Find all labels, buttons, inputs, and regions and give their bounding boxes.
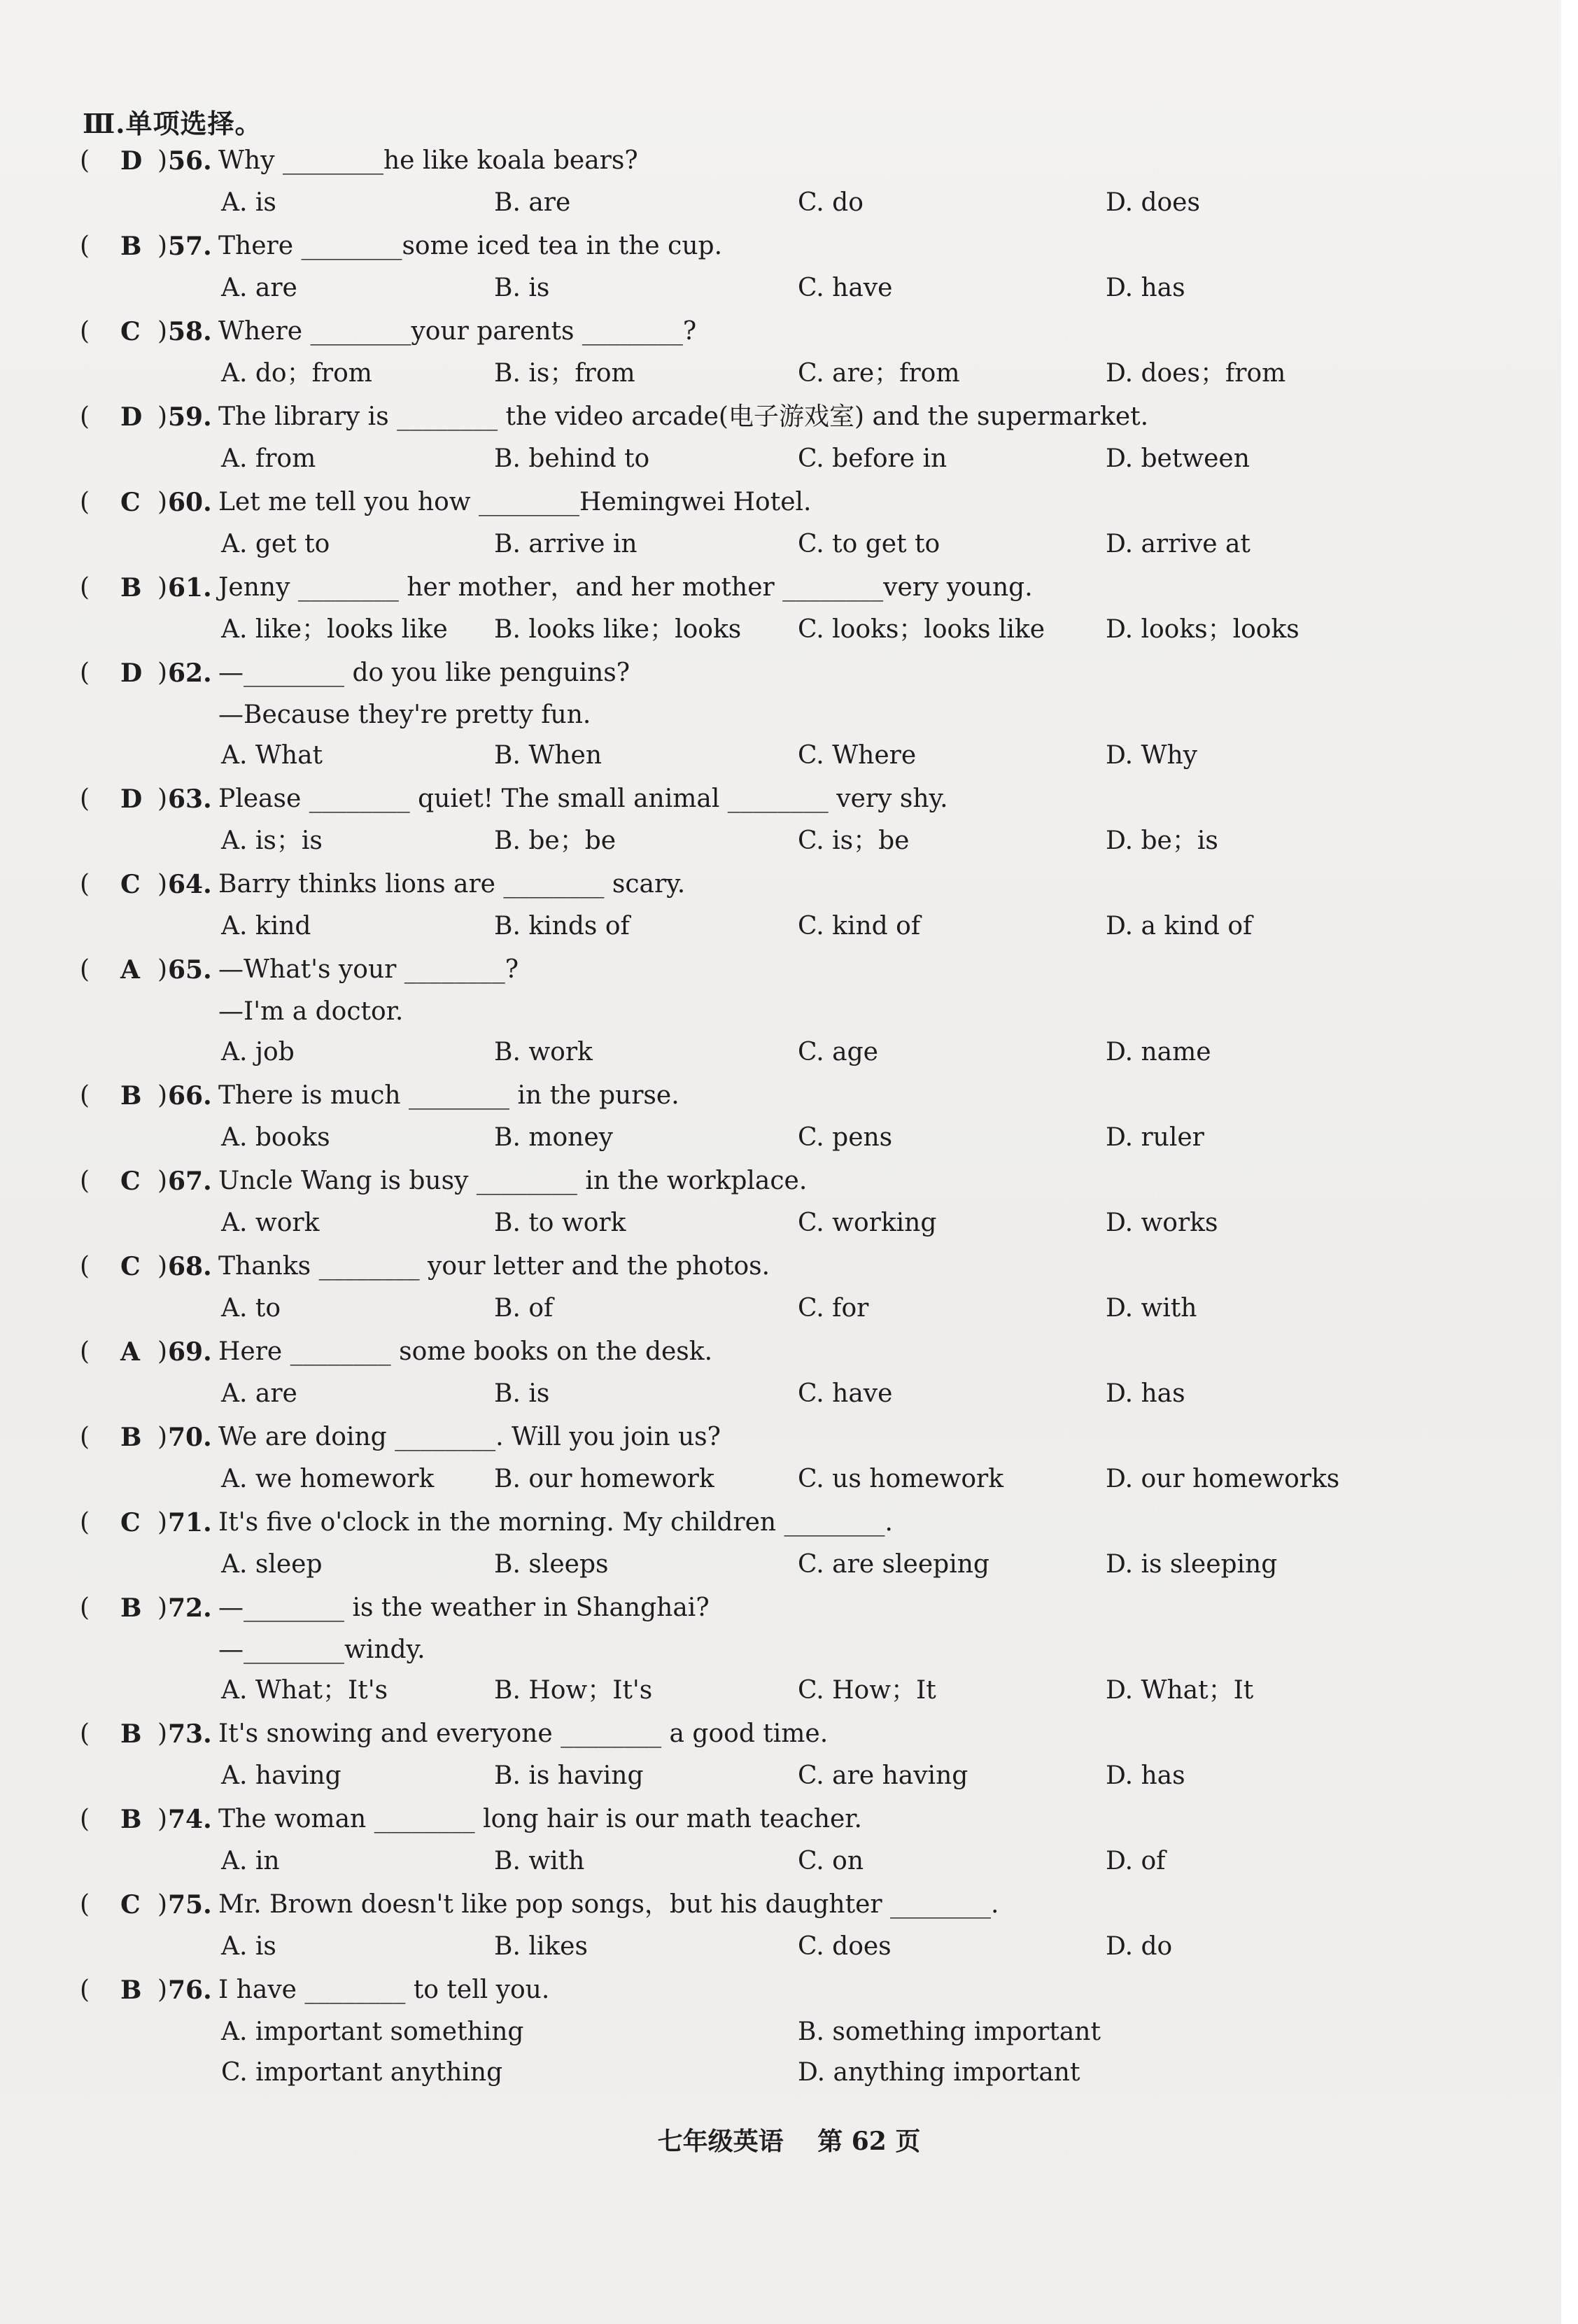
question-stem-line <box>70 1246 1512 1288</box>
options-row <box>70 267 1512 311</box>
answer-letter: B <box>120 1976 142 2005</box>
options-row <box>70 1288 1512 1331</box>
answer-paren-left: ( <box>80 1719 90 1748</box>
option-a: A. get to <box>221 530 330 558</box>
options-row <box>70 1544 1512 1587</box>
question-item <box>70 140 1512 225</box>
answer-paren-right: ) <box>157 1508 168 1537</box>
question-stem-line <box>70 481 1512 523</box>
question-stem: The library is ________ the video arcade(电子游戏室) and the supermarket. <box>218 402 1149 431</box>
options-row <box>70 1202 1512 1246</box>
option-d: D. arrive at <box>1106 530 1251 558</box>
question-stem: Thanks ________ your letter and the photos. <box>218 1252 770 1281</box>
option-b: B. is <box>494 274 550 302</box>
footer-page-number: 第 62 页 <box>817 2127 921 2156</box>
answer-letter: D <box>120 146 143 176</box>
question-stem-line <box>70 652 1512 694</box>
options-row <box>70 1458 1512 1502</box>
option-a: A. do；from <box>221 359 372 388</box>
answer-paren-right: ) <box>157 146 168 175</box>
answer-paren-left: ( <box>80 1805 90 1833</box>
options-row <box>70 609 1512 652</box>
answer-paren-left: ( <box>80 1890 90 1919</box>
option-b: B. money <box>494 1123 613 1152</box>
question-item <box>70 778 1512 864</box>
option-d: D. anything important <box>798 2058 1080 2087</box>
option-d: D. be；is <box>1106 826 1218 855</box>
option-c: C. on <box>798 1847 864 1875</box>
option-d: D. does <box>1106 188 1200 217</box>
page-edge <box>1561 0 1578 2324</box>
answer-paren-left: ( <box>80 488 90 516</box>
question-item <box>70 1502 1512 1587</box>
question-stem-line <box>70 1331 1512 1373</box>
option-b: B. is <box>494 1379 550 1408</box>
answer-letter: C <box>120 870 141 899</box>
question-stem-line <box>70 140 1512 182</box>
answer-letter: B <box>120 1593 142 1623</box>
question-item <box>70 1884 1512 1969</box>
option-c: C. pens <box>798 1123 893 1152</box>
answer-paren-right: ) <box>157 488 168 516</box>
options-row <box>70 1373 1512 1416</box>
page-footer <box>0 2122 1578 2157</box>
question-number: 68. <box>168 1252 212 1281</box>
question-number: 65. <box>168 955 212 985</box>
options-row <box>70 1926 1512 1969</box>
answer-paren-left: ( <box>80 402 90 431</box>
answer-paren-right: ) <box>157 1976 168 2004</box>
answer-paren-right: ) <box>157 1423 168 1451</box>
answer-paren-left: ( <box>80 1508 90 1537</box>
question-continuation: —I'm a doctor. <box>218 997 404 1026</box>
question-stem: Where ________your parents ________? <box>218 317 697 346</box>
answer-letter: B <box>120 573 142 603</box>
option-b: B. When <box>494 741 603 770</box>
answer-paren-left: ( <box>80 1337 90 1366</box>
answer-paren-left: ( <box>80 870 90 899</box>
option-d: D. name <box>1106 1038 1211 1066</box>
option-a: A. important something <box>221 2017 524 2046</box>
option-c: C. us homework <box>798 1465 1004 1493</box>
option-c: C. important anything <box>221 2058 503 2087</box>
question-stem: Let me tell you how ________Hemingwei Hotel. <box>218 488 812 516</box>
option-c: C. are；from <box>798 359 960 388</box>
question-item <box>70 1798 1512 1884</box>
option-c: C. age <box>798 1038 878 1066</box>
answer-letter: C <box>120 1252 141 1281</box>
option-d: D. works <box>1106 1209 1218 1237</box>
options-row <box>70 2011 1512 2052</box>
option-b: B. How；It's <box>494 1676 653 1705</box>
option-d: D. between <box>1106 444 1250 473</box>
answer-paren-left: ( <box>80 232 90 260</box>
answer-letter: C <box>120 1508 141 1537</box>
options-row <box>70 1031 1512 1075</box>
option-d: D. does；from <box>1106 359 1286 388</box>
options-row <box>70 820 1512 864</box>
question-item <box>70 1075 1512 1160</box>
question-item <box>70 396 1512 481</box>
question-continuation: —Because they're pretty fun. <box>218 700 591 729</box>
answer-paren-left: ( <box>80 1423 90 1451</box>
question-continuation-line <box>70 991 1512 1031</box>
question-stem-line <box>70 1713 1512 1755</box>
question-item <box>70 1331 1512 1416</box>
option-a: A. in <box>221 1847 280 1875</box>
option-c: C. have <box>798 1379 893 1408</box>
answer-paren-right: ) <box>157 1167 168 1195</box>
option-a: A. books <box>221 1123 330 1152</box>
answer-letter: C <box>120 1890 141 1920</box>
question-item <box>70 1713 1512 1798</box>
footer-subject: 七年级英语 <box>657 2127 784 2156</box>
option-a: A. are <box>221 1379 297 1408</box>
option-b: B. is having <box>494 1761 644 1790</box>
option-a: A. are <box>221 274 297 302</box>
option-a: A. What <box>221 741 323 770</box>
question-stem: —What's your ________? <box>218 955 519 984</box>
option-b: B. work <box>494 1038 593 1066</box>
answer-paren-right: ) <box>157 870 168 899</box>
question-stem: I have ________ to tell you. <box>218 1976 550 2004</box>
question-stem-line <box>70 1884 1512 1926</box>
answer-paren-right: ) <box>157 402 168 431</box>
option-d: D. has <box>1106 274 1185 302</box>
option-b: B. of <box>494 1294 554 1323</box>
option-a: A. from <box>221 444 316 473</box>
question-item <box>70 1416 1512 1502</box>
option-d: D. has <box>1106 1379 1185 1408</box>
question-number: 59. <box>168 402 212 432</box>
options-row <box>70 2052 1512 2092</box>
question-item <box>70 652 1512 778</box>
question-stem: There ________some iced tea in the cup. <box>218 232 723 260</box>
question-number: 66. <box>168 1081 212 1111</box>
option-a: A. we homework <box>221 1465 435 1493</box>
answer-paren-right: ) <box>157 232 168 260</box>
question-stem: Please ________ quiet! The small animal ________ very shy. <box>218 784 948 813</box>
option-a: A. is；is <box>221 826 323 855</box>
question-stem: Here ________ some books on the desk. <box>218 1337 713 1366</box>
question-stem: —________ do you like penguins? <box>218 659 631 687</box>
answer-letter: B <box>120 1805 142 1834</box>
answer-letter: B <box>120 232 142 261</box>
option-b: B. our homework <box>494 1465 714 1493</box>
question-number: 58. <box>168 317 212 346</box>
question-number: 60. <box>168 488 212 517</box>
answer-letter: C <box>120 1167 141 1196</box>
answer-letter: D <box>120 402 143 432</box>
answer-paren-left: ( <box>80 1252 90 1281</box>
option-c: C. How；It <box>798 1676 936 1705</box>
option-c: C. working <box>798 1209 937 1237</box>
option-b: B. kinds of <box>494 912 630 941</box>
answer-paren-right: ) <box>157 659 168 687</box>
answer-paren-left: ( <box>80 1081 90 1110</box>
option-d: D. ruler <box>1106 1123 1204 1152</box>
options-row <box>70 1755 1512 1798</box>
answer-paren-left: ( <box>80 955 90 984</box>
question-number: 56. <box>168 146 212 176</box>
option-d: D. of <box>1106 1847 1166 1875</box>
answer-paren-left: ( <box>80 573 90 602</box>
question-stem-line <box>70 1798 1512 1840</box>
question-stem-line <box>70 1502 1512 1544</box>
option-b: B. behind to <box>494 444 650 473</box>
answer-paren-right: ) <box>157 1719 168 1748</box>
question-number: 63. <box>168 784 212 814</box>
answer-paren-left: ( <box>80 659 90 687</box>
answer-paren-right: ) <box>157 1252 168 1281</box>
answer-paren-left: ( <box>80 146 90 175</box>
question-stem-line <box>70 1160 1512 1202</box>
answer-paren-right: ) <box>157 784 168 813</box>
options-row <box>70 353 1512 396</box>
option-a: A. job <box>221 1038 295 1066</box>
option-c: C. kind of <box>798 912 921 941</box>
option-a: A. to <box>221 1294 281 1323</box>
option-c: C. is；be <box>798 826 910 855</box>
option-b: B. looks like；looks <box>494 615 742 644</box>
question-stem-line <box>70 1587 1512 1629</box>
question-list <box>70 140 1512 2092</box>
answer-paren-right: ) <box>157 317 168 346</box>
question-stem: It's five o'clock in the morning. My children ________. <box>218 1508 893 1537</box>
question-stem-line <box>70 949 1512 991</box>
question-number: 72. <box>168 1593 212 1623</box>
question-stem: Jenny ________ her mother，and her mother ________very young. <box>218 573 1033 602</box>
question-item <box>70 949 1512 1075</box>
answer-letter: D <box>120 659 143 688</box>
option-c: C. do <box>798 188 864 217</box>
question-number: 76. <box>168 1976 212 2005</box>
section-title: Ⅲ.单项选择。 <box>83 108 262 139</box>
question-stem: Barry thinks lions are ________ scary. <box>218 870 686 899</box>
option-d: D. our homeworks <box>1106 1465 1340 1493</box>
question-item <box>70 1160 1512 1246</box>
answer-paren-left: ( <box>80 317 90 346</box>
answer-letter: B <box>120 1719 142 1749</box>
question-stem-line <box>70 1075 1512 1117</box>
options-row <box>70 1840 1512 1884</box>
question-stem: The woman ________ long hair is our math teacher. <box>218 1805 863 1833</box>
option-b: B. likes <box>494 1932 588 1961</box>
answer-letter: B <box>120 1423 142 1452</box>
answer-letter: D <box>120 784 143 814</box>
answer-paren-right: ) <box>157 1593 168 1622</box>
option-a: A. like；looks like <box>221 615 448 644</box>
options-row <box>70 1117 1512 1160</box>
option-c: C. have <box>798 274 893 302</box>
option-d: D. Why <box>1106 741 1197 770</box>
question-item <box>70 567 1512 652</box>
option-b: B. to work <box>494 1209 626 1237</box>
question-item <box>70 1969 1512 2092</box>
question-number: 62. <box>168 659 212 688</box>
question-stem: Uncle Wang is busy ________ in the workplace. <box>218 1167 808 1195</box>
option-c: C. looks；looks like <box>798 615 1045 644</box>
option-b: B. with <box>494 1847 585 1875</box>
answer-paren-right: ) <box>157 1337 168 1366</box>
question-continuation-line <box>70 694 1512 735</box>
option-c: C. are sleeping <box>798 1550 989 1579</box>
answer-paren-right: ) <box>157 1890 168 1919</box>
option-b: B. are <box>494 188 571 217</box>
answer-paren-right: ) <box>157 573 168 602</box>
option-a: A. sleep <box>221 1550 323 1579</box>
question-stem: It's snowing and everyone ________ a good time. <box>218 1719 829 1748</box>
option-c: C. are having <box>798 1761 968 1790</box>
question-stem-line <box>70 225 1512 267</box>
question-number: 61. <box>168 573 212 603</box>
option-b: B. is；from <box>494 359 635 388</box>
answer-paren-right: ) <box>157 1805 168 1833</box>
option-d: D. do <box>1106 1932 1173 1961</box>
question-stem: We are doing ________. Will you join us? <box>218 1423 721 1451</box>
question-item <box>70 864 1512 949</box>
option-a: A. kind <box>221 912 311 941</box>
options-row <box>70 182 1512 225</box>
option-d: D. a kind of <box>1106 912 1253 941</box>
option-d: D. with <box>1106 1294 1197 1323</box>
question-number: 74. <box>168 1805 212 1834</box>
question-number: 70. <box>168 1423 212 1452</box>
question-continuation-line <box>70 1629 1512 1670</box>
option-c: C. before in <box>798 444 947 473</box>
answer-letter: B <box>120 1081 142 1111</box>
option-b: B. sleeps <box>494 1550 609 1579</box>
option-a: A. having <box>221 1761 341 1790</box>
options-row <box>70 523 1512 567</box>
options-row <box>70 438 1512 481</box>
option-c: C. for <box>798 1294 869 1323</box>
option-a: A. is <box>221 188 276 217</box>
option-b: B. something important <box>798 2017 1101 2046</box>
option-c: C. does <box>798 1932 892 1961</box>
answer-paren-left: ( <box>80 1593 90 1622</box>
option-a: A. work <box>221 1209 320 1237</box>
question-stem-line <box>70 1969 1512 2011</box>
option-d: D. has <box>1106 1761 1185 1790</box>
question-stem-line <box>70 778 1512 820</box>
option-c: C. Where <box>798 741 917 770</box>
question-item <box>70 481 1512 567</box>
option-a: A. What；It's <box>221 1676 388 1705</box>
answer-paren-left: ( <box>80 1976 90 2004</box>
question-number: 57. <box>168 232 212 261</box>
answer-paren-right: ) <box>157 1081 168 1110</box>
question-number: 75. <box>168 1890 212 1920</box>
question-stem-line <box>70 396 1512 438</box>
answer-letter: A <box>120 1337 140 1367</box>
question-stem-line <box>70 1416 1512 1458</box>
answer-letter: C <box>120 488 141 517</box>
options-row <box>70 906 1512 949</box>
question-item <box>70 225 1512 311</box>
question-number: 71. <box>168 1508 212 1537</box>
question-stem: —________ is the weather in Shanghai? <box>218 1593 710 1622</box>
question-number: 69. <box>168 1337 212 1367</box>
question-item <box>70 311 1512 396</box>
answer-letter: C <box>120 317 141 346</box>
option-d: D. looks；looks <box>1106 615 1299 644</box>
question-stem-line <box>70 311 1512 353</box>
answer-letter: A <box>120 955 140 985</box>
answer-paren-left: ( <box>80 1167 90 1195</box>
question-stem: There is much ________ in the purse. <box>218 1081 679 1110</box>
answer-paren-left: ( <box>80 784 90 813</box>
question-stem-line <box>70 567 1512 609</box>
question-number: 73. <box>168 1719 212 1749</box>
question-stem: Mr. Brown doesn't like pop songs，but his daughter ________. <box>218 1890 999 1919</box>
question-number: 64. <box>168 870 212 899</box>
option-a: A. is <box>221 1932 276 1961</box>
option-c: C. to get to <box>798 530 941 558</box>
option-b: B. be；be <box>494 826 617 855</box>
option-d: D. is sleeping <box>1106 1550 1278 1579</box>
question-number: 67. <box>168 1167 212 1196</box>
option-b: B. arrive in <box>494 530 637 558</box>
question-stem-line <box>70 864 1512 906</box>
question-item <box>70 1246 1512 1331</box>
question-item <box>70 1587 1512 1713</box>
option-d: D. What；It <box>1106 1676 1254 1705</box>
options-row <box>70 1670 1512 1713</box>
question-stem: Why ________he like koala bears? <box>218 146 638 175</box>
answer-paren-right: ) <box>157 955 168 984</box>
question-continuation: —________windy. <box>218 1635 425 1664</box>
options-row <box>70 735 1512 778</box>
